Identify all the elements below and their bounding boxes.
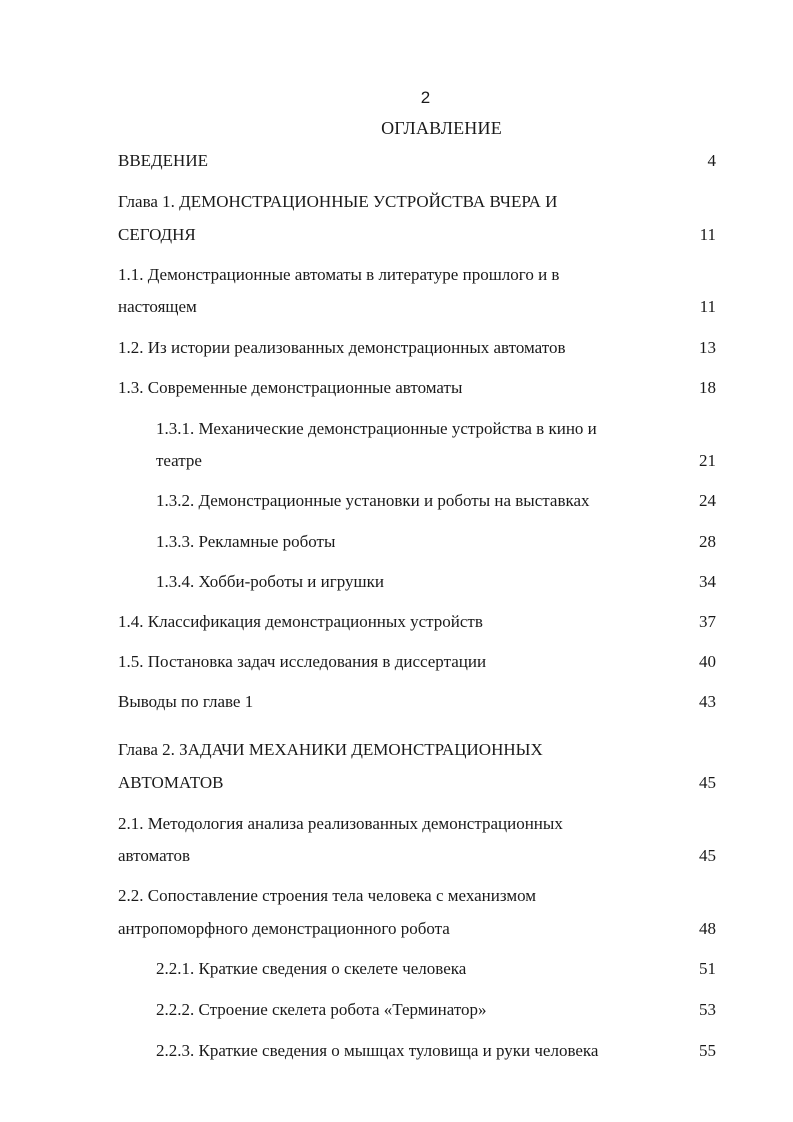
toc-entry-1-2: 1.2. Из истории реализованных демонстрационных автоматов [118,338,566,357]
toc-title: ОГЛАВЛЕНИЕ [381,118,502,138]
toc-page-2-2-3: 55 [699,1041,716,1060]
toc-page-1-4: 37 [699,612,716,631]
toc-entry-1-3-4: 1.3.4. Хобби-роботы и игрушки [156,572,384,591]
toc-entry-1-3: 1.3. Современные демонстрационные автоматы [118,378,463,397]
toc-entry-1-4: 1.4. Классификация демонстрационных устройств [118,612,483,631]
toc-page-1-3: 18 [699,378,716,397]
toc-entry-chapter2-line1: Глава 2. ЗАДАЧИ МЕХАНИКИ ДЕМОНСТРАЦИОННЫХ [118,740,543,759]
toc-page-1-5: 40 [699,652,716,671]
toc-page-conclusions-1: 43 [699,692,716,711]
toc-page-2-1: 45 [699,846,716,865]
toc-page-introduction: 4 [707,151,716,170]
toc-entry-introduction: ВВЕДЕНИЕ [118,151,208,170]
toc-entry-2-2-3: 2.2.3. Краткие сведения о мышцах туловища и руки человека [156,1041,599,1060]
toc-entry-chapter1-line2: СЕГОДНЯ [118,225,196,244]
toc-page-2-2-2: 53 [699,1000,716,1019]
toc-entry-1-3-3: 1.3.3. Рекламные роботы [156,532,336,551]
toc-entry-1-3-1-line2: театре [156,451,202,470]
toc-entry-chapter1-line1: Глава 1. ДЕМОНСТРАЦИОННЫЕ УСТРОЙСТВА ВЧЕРА И [118,192,558,211]
toc-entry-2-2-2: 2.2.2. Строение скелета робота «Терминатор» [156,1000,487,1019]
toc-page-1-2: 13 [699,338,716,357]
toc-entry-1-3-2: 1.3.2. Демонстрационные установки и роботы на выставках [156,491,590,510]
toc-page-1-3-4: 34 [699,572,716,591]
toc-entry-1-3-1-line1: 1.3.1. Механические демонстрационные устройства в кино и [156,419,597,438]
toc-entry-1-5: 1.5. Постановка задач исследования в диссертации [118,652,487,671]
toc-entry-2-1-line2: автоматов [118,846,191,865]
toc-entry-2-2-line2: антропоморфного демонстрационного робота [118,919,450,938]
toc-entry-2-2-1: 2.2.1. Краткие сведения о скелете человека [156,959,467,978]
toc-entry-2-1-line1: 2.1. Методология анализа реализованных демонстрационных [118,814,563,833]
toc-page-chapter2: 45 [699,773,716,792]
page-number: 2 [420,88,431,107]
toc-page-1-3-1: 21 [699,451,716,470]
toc-entry-2-2-line1: 2.2. Сопоставление строения тела человека с механизмом [118,886,537,905]
toc-page-2-2: 48 [699,919,716,938]
toc-entry-1-1-line2: настоящем [118,297,197,316]
toc-page-1-3-2: 24 [699,491,716,510]
toc-entry-1-1-line1: 1.1. Демонстрационные автоматы в литературе прошлого и в [118,265,560,284]
toc-page-1-3-3: 28 [699,532,716,551]
toc-page-1-1: 11 [699,297,716,316]
toc-page-2-2-1: 51 [699,959,716,978]
toc-entry-chapter2-line2: АВТОМАТОВ [118,773,224,792]
toc-page-chapter1: 11 [699,225,716,244]
toc-entry-conclusions-1: Выводы по главе 1 [118,692,254,711]
